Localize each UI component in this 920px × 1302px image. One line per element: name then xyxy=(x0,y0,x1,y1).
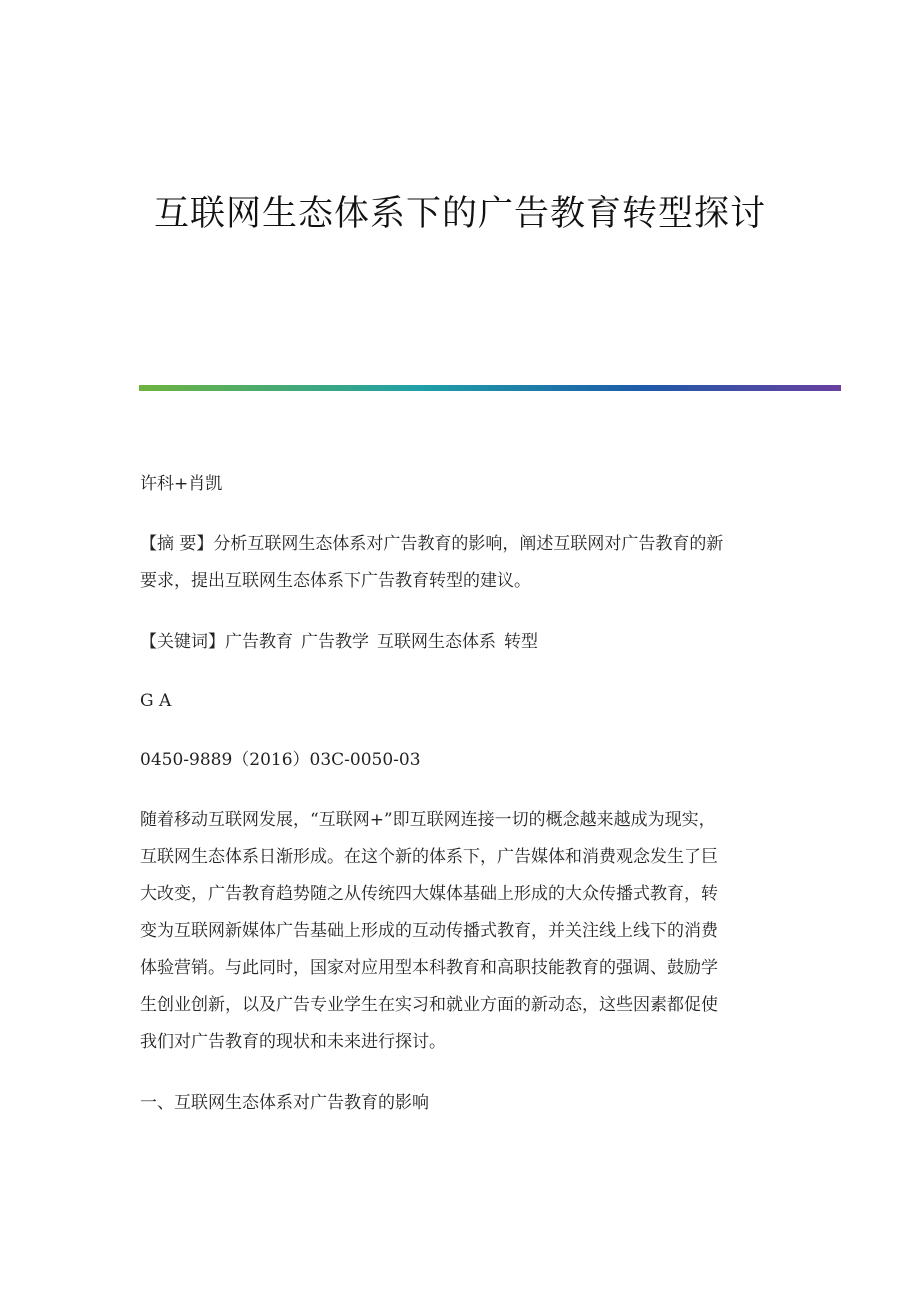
document-title: 互联网生态体系下的广告教育转型探讨 xyxy=(153,194,766,234)
abstract xyxy=(140,526,785,600)
abstract-line: 要求，提出互联网生态体系下广告教育转型的建议。 xyxy=(140,571,531,591)
classification-code: G A xyxy=(140,691,172,711)
keyword: 互联网生态体系 xyxy=(377,632,496,652)
abstract-line: 【摘 要】分析互联网生态体系对广告教育的影响，阐述互联网对广告教育的新 xyxy=(140,534,724,554)
section-heading: 一、互联网生态体系对广告教育的影响 xyxy=(140,1093,429,1113)
paragraph-line: 体验营销。与此同时，国家对应用型本科教育和高职技能教育的强调、鼓励学 xyxy=(140,958,718,978)
keyword: 广告教育 xyxy=(225,632,293,652)
keywords-line xyxy=(140,625,785,659)
intro-paragraph xyxy=(140,802,785,1061)
paragraph-line: 随着移动互联网发展，“互联网+”即互联网连接一切的概念越来越成为现实， xyxy=(140,810,716,830)
gradient-bar xyxy=(139,385,841,391)
paragraph-line: 大改变，广告教育趋势随之从传统四大媒体基础上形成的大众传播式教育，转 xyxy=(140,884,718,904)
keyword: 广告教学 xyxy=(301,632,369,652)
paragraph-line: 我们对广告教育的现状和未来进行探讨。 xyxy=(140,1032,446,1052)
paragraph-line: 互联网生态体系日渐形成。在这个新的体系下，广告媒体和消费观念发生了巨 xyxy=(140,847,718,867)
gradient-divider xyxy=(139,385,841,391)
keyword: 转型 xyxy=(504,632,538,652)
author-line: 许科+肖凯 xyxy=(140,474,223,494)
document-body xyxy=(140,467,785,1145)
document-id: 0450-9889（2016）03C-0050-03 xyxy=(140,750,421,770)
keywords-label: 【关键词】 xyxy=(140,632,225,652)
paragraph-line: 变为互联网新媒体广告基础上形成的互动传播式教育，并关注线上线下的消费 xyxy=(140,921,718,941)
paragraph-line: 生创业创新，以及广告专业学生在实习和就业方面的新动态，这些因素都促使 xyxy=(140,995,718,1015)
